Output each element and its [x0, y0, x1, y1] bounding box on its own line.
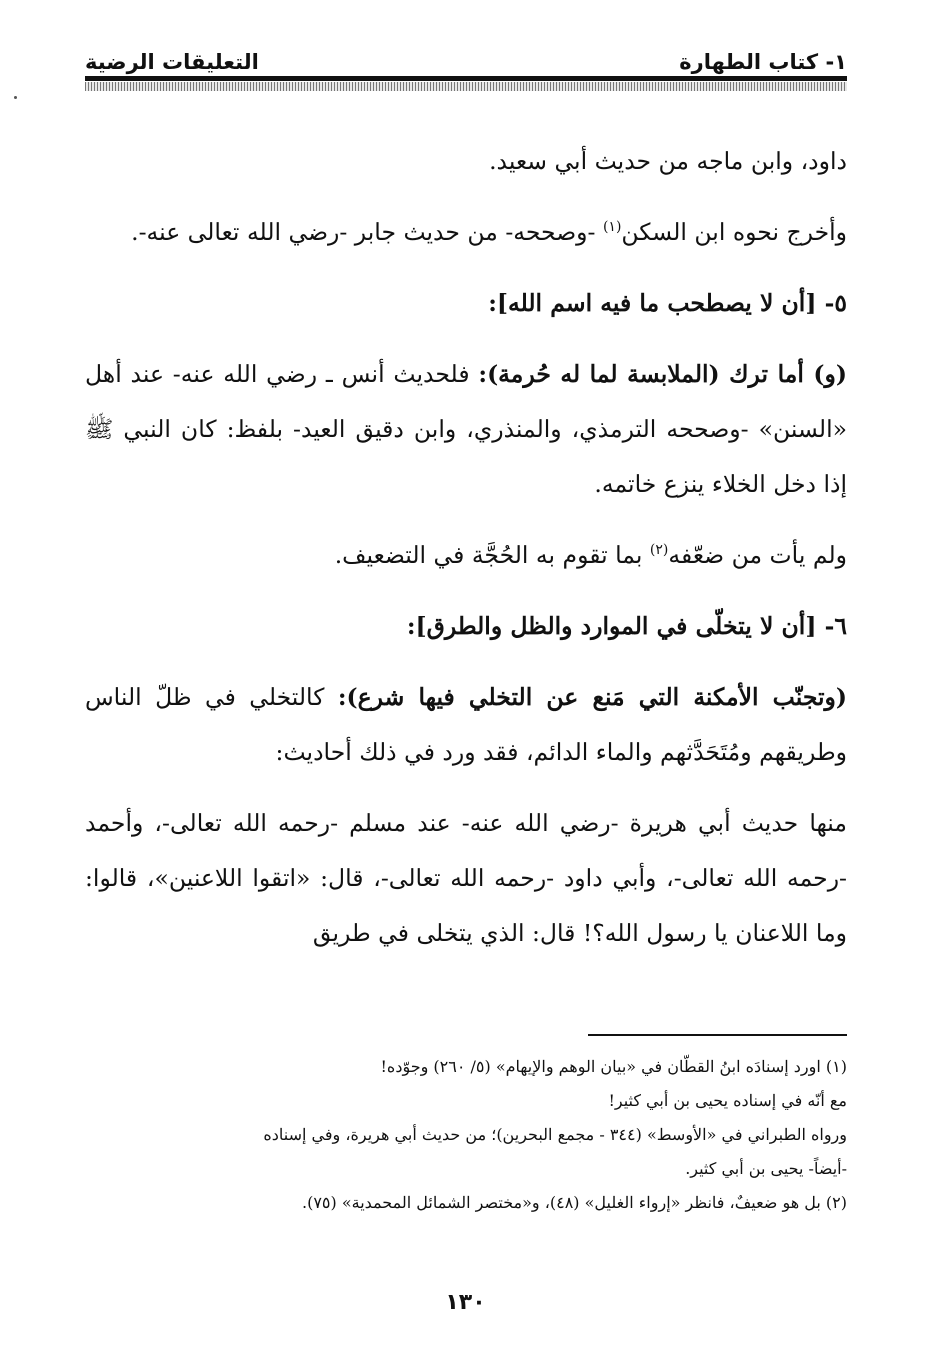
header-rule: [85, 76, 847, 81]
paragraph-7-text: كالتخلي في ظلّ الناس وطريقهم ومُتَحَدَّثهم والماء الدائم، فقد ورد في ذلك أحاديث:: [85, 683, 847, 766]
paragraph-7: [85, 670, 847, 780]
paragraph-5-text-b: بما تقوم به الحُجَّة في التضعيف.: [334, 541, 650, 569]
paragraph-1: [85, 134, 847, 189]
footnote-1-line-1: (١) اورد إسنادَه ابنُ القطّان في «بيان الوهم والإيهام» (٥/ ٢٦٠) وجوّده!: [380, 1057, 847, 1076]
footnote-2: (٢) بل هو ضعيفٌ، فانظر «إرواء الغليل» (٤٨)، و«مختصر الشمائل المحمدية» (٧٥).: [301, 1193, 847, 1212]
footnote-separator: [588, 1034, 847, 1036]
section-heading-5: [85, 276, 847, 331]
section-heading-5-text: ٥- [أن لا يصطحب ما فيه اسم الله]:: [488, 289, 847, 317]
paragraph-2-text-b: -وصححه- من حديث جابر -رضي الله تعالى عنه-.: [131, 218, 603, 246]
footnote-ref-2: (٢): [649, 542, 669, 559]
header-book-title: التعليقات الرضية: [85, 50, 259, 74]
section-heading-6-text: ٦- [أن لا يتخلّى في الموارد والظل والطرق]:: [406, 612, 847, 640]
page-number: ١٣٠: [445, 1290, 486, 1315]
main-text: [85, 134, 847, 977]
paragraph-5-text-a: ولم يأت من ضعّفه: [668, 541, 847, 569]
paragraph-4-text: فلحديث أنس ـ رضي الله عنه- عند أهل «السنن» -وصححه الترمذي، والمنذري، وابن دقيق العيد- بلفظ: كان النبي ﷺ إذا دخل الخلاء ينزع خاتمه.: [85, 360, 847, 498]
header-hatch-band: [85, 82, 847, 91]
running-header: [85, 38, 847, 74]
paragraph-8: [85, 796, 847, 961]
paragraph-4-bold: (و) أما ترك (الملابسة لما له حُرمة):: [478, 360, 847, 388]
paragraph-7-bold: (وتجنّب الأمكنة التي مَنع عن التخلي فيها شرع):: [337, 683, 847, 711]
paragraph-2-text-a: وأخرج نحوه ابن السكن: [621, 218, 847, 246]
paragraph-1-text: داود، وابن ماجه من حديث أبي سعيد.: [489, 147, 847, 175]
scan-speck: [14, 96, 17, 99]
footnote-ref-1: (١): [602, 219, 622, 236]
footnote-1-line-3: ورواه الطبراني في «الأوسط» (٣٤٤ - مجمع البحرين)؛ من حديث أبي هريرة، وفي إسناده: [263, 1125, 847, 1144]
paragraph-2: [85, 205, 847, 260]
paragraph-5: [85, 528, 847, 583]
paragraph-8-text: منها حديث أبي هريرة -رضي الله عنه- عند مسلم -رحمه الله تعالى-، وأحمد -رحمه الله تعالى-، وأبي داود -رحمه الله تعالى-، قال: «اتقوا اللاعنين»، قالوا: وما اللاعنان يا رسول الله؟! قال: الذي يتخلى في طريق: [85, 809, 847, 947]
paragraph-4: [85, 347, 847, 512]
header-chapter: ١- كتاب الطهارة: [679, 50, 847, 74]
footnotes: [85, 1050, 847, 1220]
footnote-1-line-2: مع أنّه في إسناده يحيى بن أبي كثير!: [608, 1091, 847, 1110]
footnote-1-line-4: -أيضاً- يحيى بن أبي كثير.: [685, 1159, 847, 1178]
section-heading-6: [85, 599, 847, 654]
